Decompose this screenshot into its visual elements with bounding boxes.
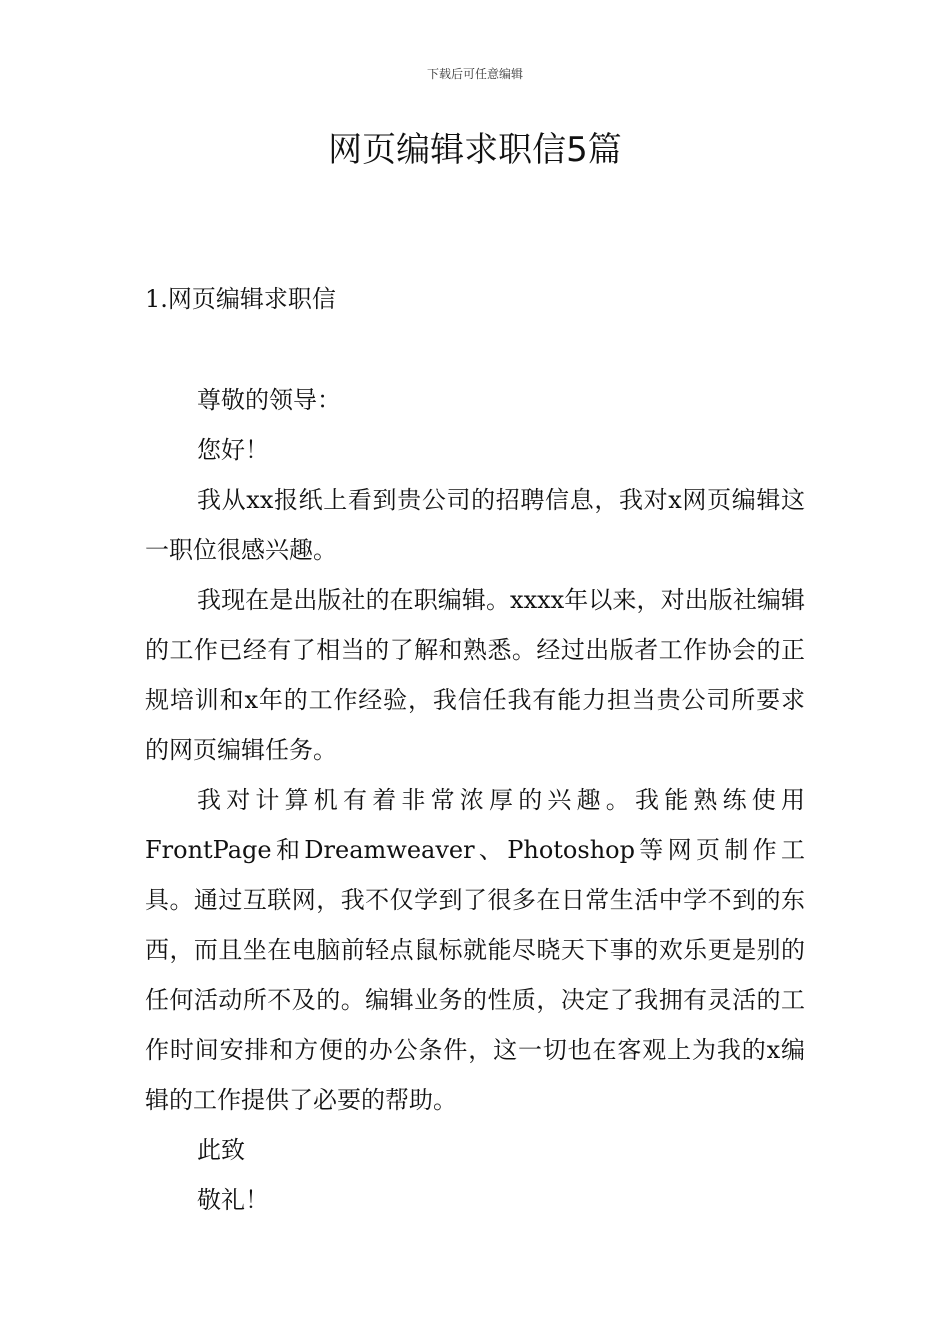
letter-paragraph: 我从xx报纸上看到贵公司的招聘信息，我对x网页编辑这一职位很感兴趣。 bbox=[145, 486, 805, 564]
letter-paragraph: 我对计算机有着非常浓厚的兴趣。我能熟练使用FrontPage和Dreamweaver、Photoshop等网页制作工具。通过互联网，我不仅学到了很多在日常生活中学不到的东西，而且坐在电脑前轻点鼠标就能尽晓天下事的欢乐更是别的任何活动所不及的。编辑业务的性质，决定了我拥有灵活的工作时间安排和方便的办公条件，这一切也在客观上为我的x编辑的工作提供了必要的帮助。 bbox=[145, 786, 805, 1114]
letter-body bbox=[145, 375, 805, 1225]
section-heading: 1.网页编辑求职信 bbox=[145, 285, 336, 313]
header-note: 下载后可任意编辑 bbox=[426, 67, 523, 81]
salutation: 尊敬的领导： bbox=[197, 386, 341, 414]
letter-paragraph: 我现在是出版社的在职编辑。xxxx年以来，对出版社编辑的工作已经有了相当的了解和熟悉。经过出版者工作协会的正规培训和x年的工作经验，我信任我有能力担当贵公司所要求的网页编辑任务。 bbox=[145, 586, 805, 764]
closing-line: 敬礼！ bbox=[197, 1186, 269, 1214]
closing-line: 此致 bbox=[197, 1136, 245, 1164]
greeting: 您好！ bbox=[197, 436, 269, 464]
document-title: 网页编辑求职信5篇 bbox=[328, 130, 622, 170]
